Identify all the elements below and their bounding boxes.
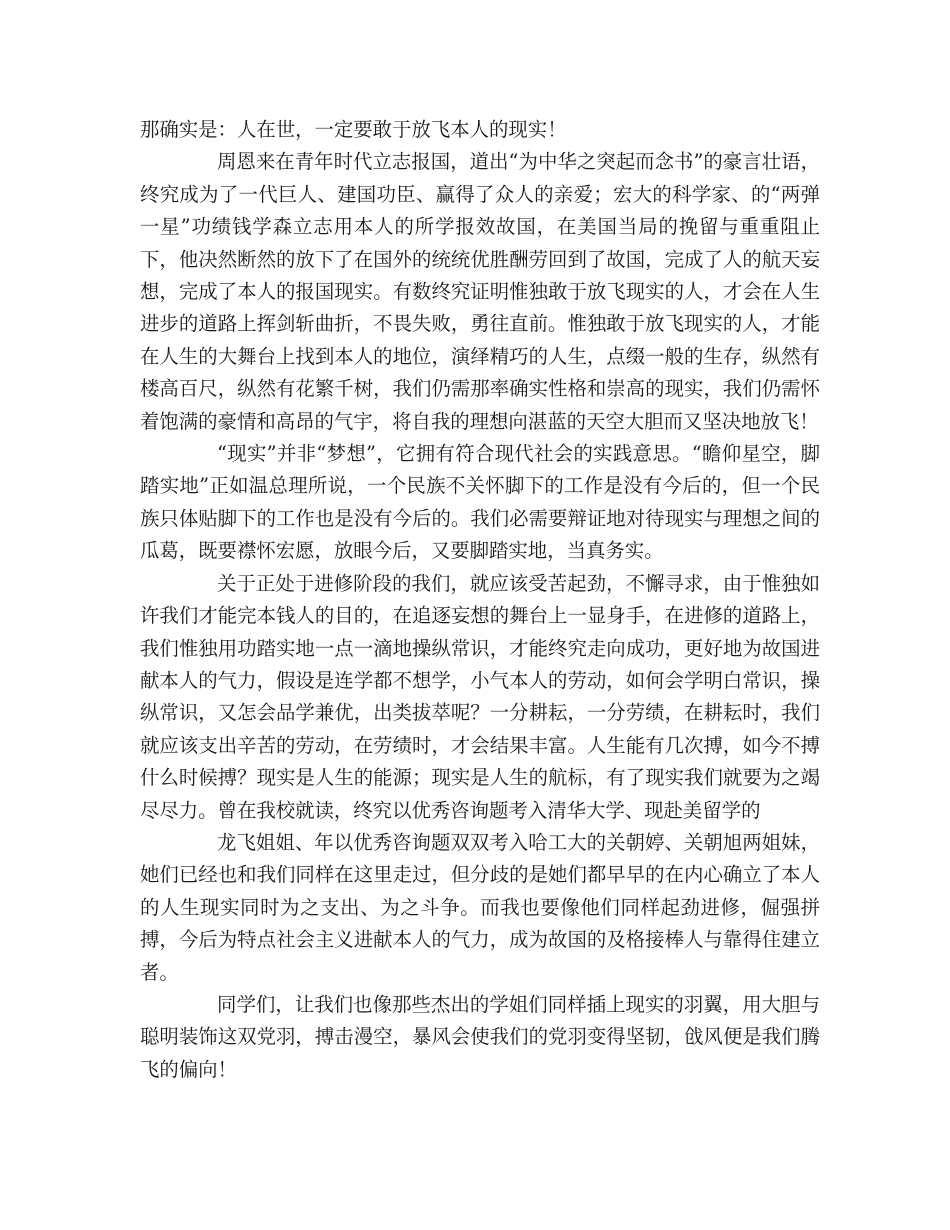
paragraph-3: “现实”并非“梦想”，它拥有符合现代社会的实践意思。“瞻仰星空，脚踏实地”正如温总理所说，一个民族不关怀脚下的工作是没有今后的，但一个民族只体贴脚下的工作也是没有今后的。我们必需要辩证地对待现实与理想之间的瓜葛，既要襟怀宏愿，放眼今后，又要脚踏实地，当真务实。 xyxy=(140,442,820,563)
paragraph-6: 同学们，让我们也像那些杰出的学姐们同样插上现实的羽翼，用大胆与聪明装饰这双党羽，搏击漫空，暴风会使我们的党羽变得坚韧，戗风便是我们腾飞的偏向！ xyxy=(140,992,820,1081)
paragraph-4: 关于正处于进修阶段的我们，就应该受苦起劲，不懈寻求，由于惟独如许我们才能完本钱人的目的，在追逐妄想的舞台上一显身手，在进修的道路上，我们惟独用功踏实地一点一滴地操纵常识，才能终究走向成功，更好地为故国进献本人的气力，假设是连学都不想学，小气本人的劳动，如何会学明白常识，操纵常识，又怎会品学兼优，出类拔萃呢？一分耕耘，一分劳绩，在耕耘时，我们就应该支出辛苦的劳动，在劳绩时，才会结果丰富。人生能有几次搏，如今不搏什么时候搏？现实是人生的能源；现实是人生的航标，有了现实我们就要为之竭尽尽力。曾在我校就读，终究以优秀咨询题考入清华大学、现赴美留学的 xyxy=(140,571,820,822)
document-body xyxy=(140,114,820,1086)
paragraph-1: 那确实是：人在世，一定要敢于放飞本人的现实！ xyxy=(140,118,567,141)
paragraph-5: 龙飞姐姐、年以优秀咨询题双双考入哈工大的关朝婷、关朝旭两姐妹，她们已经也和我们同样在这里走过，但分歧的是她们都早早的在内心确立了本人的人生现实同时为之支出、为之斗争。而我也要像他们同样起劲进修，倔强拼搏，今后为特点社会主义进献本人的气力，成为故国的及格接棒人与靠得住建立者。 xyxy=(140,830,820,984)
paragraph-2: 周恩来在青年时代立志报国，道出“为中华之突起而念书”的豪言壮语，终究成为了一代巨人、建国功臣、赢得了众人的亲爱；宏大的科学家、的“两弹一星”功绩钱学森立志用本人的所学报效故国，在美国当局的挽留与重重阻止下，他决然断然的放下了在国外的统统优胜酬劳回到了故国，完成了人的航天妄想，完成了本人的报国现实。有数终究证明惟独敢于放飞现实的人，才会在人生进步的道路上挥剑斩曲折，不畏失败，勇往直前。惟独敢于放飞现实的人，才能在人生的大舞台上找到本人的地位，演绎精巧的人生，点缀一般的生存，纵然有楼高百尺，纵然有花繁千树，我们仍需那率确实性格和崇高的现实，我们仍需怀着饱满的豪情和高昂的气宇，将自我的理想向湛蓝的天空大胆而又坚决地放飞！ xyxy=(140,150,820,433)
